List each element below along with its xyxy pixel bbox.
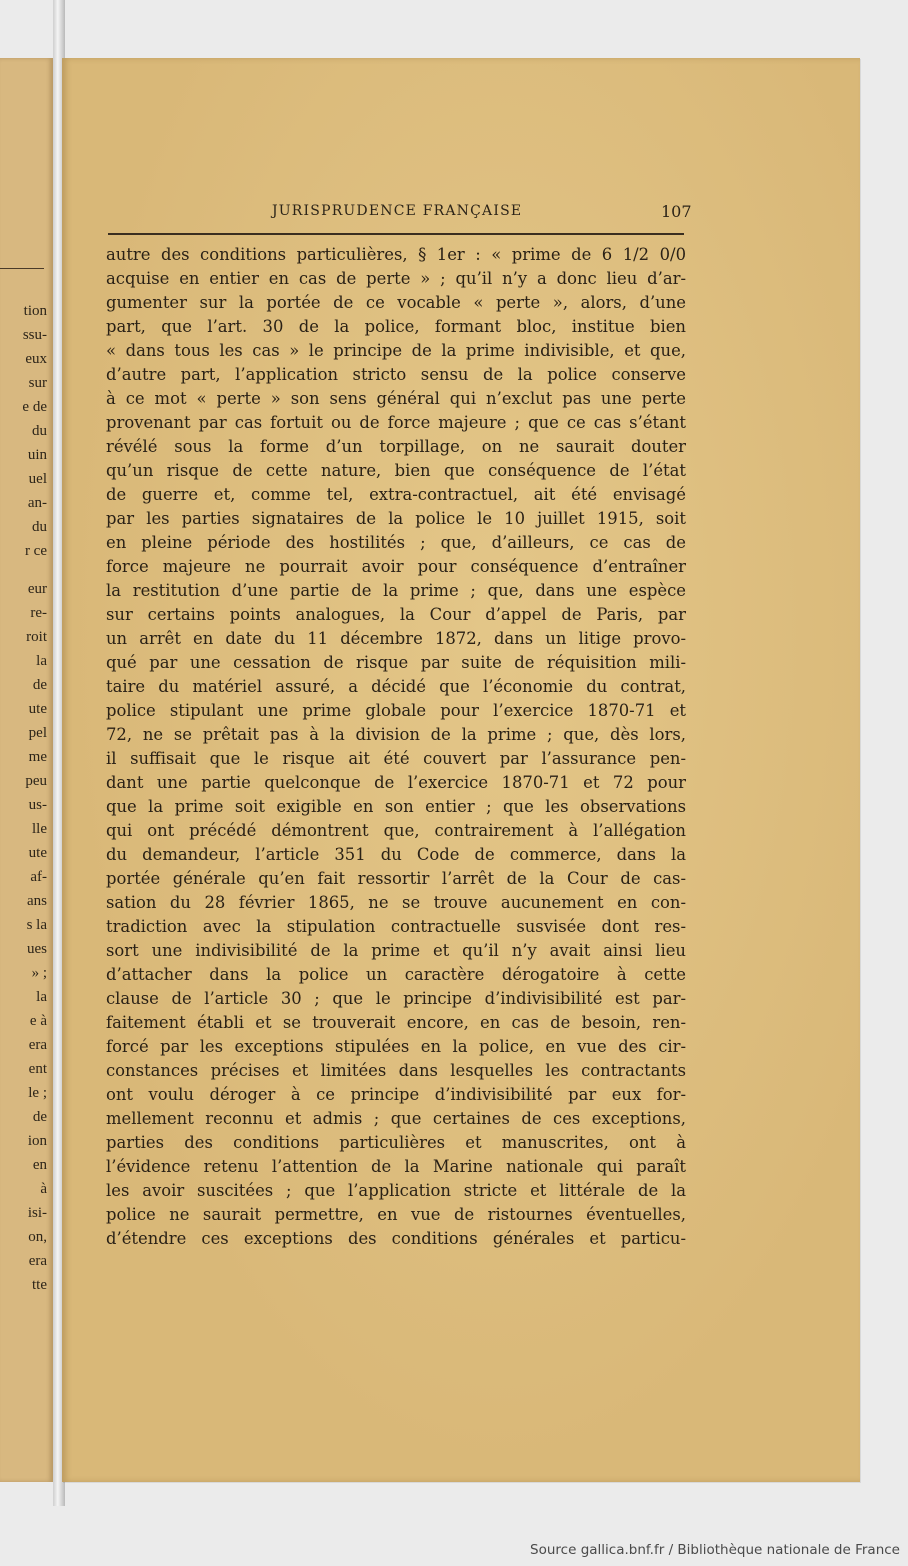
text-line: tradiction avec la stipulation contractuelle susvisée dont res- (106, 917, 686, 936)
facing-page-fragment: la (36, 653, 47, 669)
text-line: qué par une cessation de risque par suite de réquisition mili- (106, 653, 686, 672)
text-line: provenant par cas fortuit ou de force majeure ; que ce cas s’étant (106, 413, 686, 432)
text-line: de guerre et, comme tel, extra-contractuel, ait été envisagé (106, 485, 686, 504)
text-line: à ce mot « perte » son sens général qui n’exclut pas une perte (106, 389, 686, 408)
text-line: acquise en entier en cas de perte » ; qu’il n’y a donc lieu d’ar- (106, 269, 686, 288)
text-line: d’étendre ces exceptions des conditions générales et particu- (106, 1229, 686, 1248)
text-line: parties des conditions particulières et manuscrites, ont à (106, 1133, 686, 1152)
facing-page-fragment: ent (28, 1061, 47, 1077)
facing-page-fragment: ans (27, 893, 47, 909)
text-line: ont voulu déroger à ce principe d’indivisibilité par eux for- (106, 1085, 686, 1104)
facing-page-fragment: e à (29, 1013, 47, 1029)
facing-page-fragment: ute (28, 845, 47, 861)
text-line: sur certains points analogues, la Cour d’appel de Paris, par (106, 605, 686, 624)
facing-page-text-fragments (22, 299, 47, 1297)
text-line: autre des conditions particulières, § 1er : « prime de 6 1/2 0/0 (106, 245, 686, 264)
facing-page-fragment: sur (28, 375, 47, 391)
facing-page-fragment: me (28, 749, 47, 765)
text-line: un arrêt en date du 11 décembre 1872, dans un litige provo- (106, 629, 686, 648)
text-line: sation du 28 février 1865, ne se trouve aucunement en con- (106, 893, 686, 912)
facing-page-fragment: eux (25, 351, 47, 367)
facing-page-fragment: du (32, 423, 47, 439)
facing-page-fragment: era (28, 1253, 47, 1269)
text-line: la restitution d’une partie de la prime ; que, dans une espèce (106, 581, 686, 600)
text-line: il suffisait que le risque ait été couvert par l’assurance pen- (106, 749, 686, 768)
text-line: constances précises et limitées dans lesquelles les contractants (106, 1061, 686, 1080)
facing-page-fragment: r ce (24, 543, 47, 559)
text-line: en pleine période des hostilités ; que, d’ailleurs, ce cas de (106, 533, 686, 552)
facing-page-fragment: tte (32, 1277, 47, 1293)
facing-page-fragment: s la (26, 917, 47, 933)
facing-page-fragment: tion (23, 303, 47, 319)
facing-page-fragment: an- (27, 495, 47, 511)
facing-page-fragment: de (32, 1109, 47, 1125)
text-line: d’autre part, l’application stricto sensu de la police conserve (106, 365, 686, 384)
text-line: que la prime soit exigible en son entier ; que les observations (106, 797, 686, 816)
facing-page-fragment (22, 563, 47, 577)
facing-page-fragment: de (32, 677, 47, 693)
facing-page-fragment: ion (27, 1133, 47, 1149)
text-line: du demandeur, l’article 351 du Code de commerce, dans la (106, 845, 686, 864)
header-rule (108, 233, 684, 235)
text-line: taire du matériel assuré, a décidé que l’économie du contrat, (106, 677, 686, 696)
text-line: les avoir suscitées ; que l’application stricte et littérale de la (106, 1181, 686, 1200)
text-line: force majeure ne pourrait avoir pour conséquence d’entraîner (106, 557, 686, 576)
facing-page-fragment: isi- (27, 1205, 47, 1221)
facing-page-fragment: roit (26, 629, 47, 645)
facing-page-fragment: re- (30, 605, 47, 621)
text-line: qu’un risque de cette nature, bien que conséquence de l’état (106, 461, 686, 480)
text-line: par les parties signataires de la police le 10 juillet 1915, soit (106, 509, 686, 528)
text-line: d’attacher dans la police un caractère dérogatoire à cette (106, 965, 686, 984)
text-line: mellement reconnu et admis ; que certaines de ces exceptions, (106, 1109, 686, 1128)
facing-page-rule (0, 268, 44, 269)
text-line: qui ont précédé démontrent que, contrairement à l’allégation (106, 821, 686, 840)
body-text (106, 243, 686, 1251)
source-attribution: Source gallica.bnf.fr / Bibliothèque nationale de France (530, 1542, 900, 1558)
facing-page-fragment: lle (32, 821, 47, 837)
facing-page-fragment: uel (28, 471, 47, 487)
text-line: faitement établi et se trouverait encore, en cas de besoin, ren- (106, 1013, 686, 1032)
text-line: dant une partie quelconque de l’exercice 1870-71 et 72 pour (106, 773, 686, 792)
facing-page-left (0, 58, 53, 1482)
facing-page-fragment: uin (27, 447, 47, 463)
text-line: 72, ne se prêtait pas à la division de la prime ; que, dès lors, (106, 725, 686, 744)
facing-page-fragment: ues (27, 941, 47, 957)
facing-page-fragment: eur (27, 581, 47, 597)
text-line: sort une indivisibilité de la prime et qu’il n’y avait ainsi lieu (106, 941, 686, 960)
facing-page-fragment: pel (28, 725, 47, 741)
facing-page-fragment: era (28, 1037, 47, 1053)
running-head: JURISPRUDENCE FRANÇAISE (272, 203, 523, 219)
facing-page-fragment: ute (28, 701, 47, 717)
facing-page-fragment: du (32, 519, 47, 535)
facing-page-fragment: peu (25, 773, 47, 789)
text-line: police stipulant une prime globale pour l’exercice 1870-71 et (106, 701, 686, 720)
facing-page-fragment: » ; (31, 965, 47, 981)
page-number: 107 (661, 202, 692, 221)
text-line: gumenter sur la portée de ce vocable « perte », alors, d’une (106, 293, 686, 312)
facing-page-fragment: af- (30, 869, 47, 885)
text-line: révélé sous la forme d’un torpillage, on ne saurait douter (106, 437, 686, 456)
facing-page-fragment: à (40, 1181, 47, 1197)
facing-page-fragment: e de (22, 399, 47, 415)
text-line: clause de l’article 30 ; que le principe d’indivisibilité est par- (106, 989, 686, 1008)
facing-page-fragment: ssu- (22, 327, 47, 343)
text-line: portée générale qu’en fait ressortir l’arrêt de la Cour de cas- (106, 869, 686, 888)
text-line: « dans tous les cas » le principe de la prime indivisible, et que, (106, 341, 686, 360)
text-line: l’évidence retenu l’attention de la Marine nationale qui paraît (106, 1157, 686, 1176)
facing-page-fragment: us- (28, 797, 47, 813)
facing-page-fragment: on, (28, 1229, 47, 1245)
text-line: police ne saurait permettre, en vue de ristournes éventuelles, (106, 1205, 686, 1224)
facing-page-fragment: la (36, 989, 47, 1005)
text-line: forcé par les exceptions stipulées en la police, en vue des cir- (106, 1037, 686, 1056)
facing-page-fragment: le ; (28, 1085, 47, 1101)
facing-page-fragment: en (32, 1157, 47, 1173)
text-line: part, que l’art. 30 de la police, formant bloc, institue bien (106, 317, 686, 336)
